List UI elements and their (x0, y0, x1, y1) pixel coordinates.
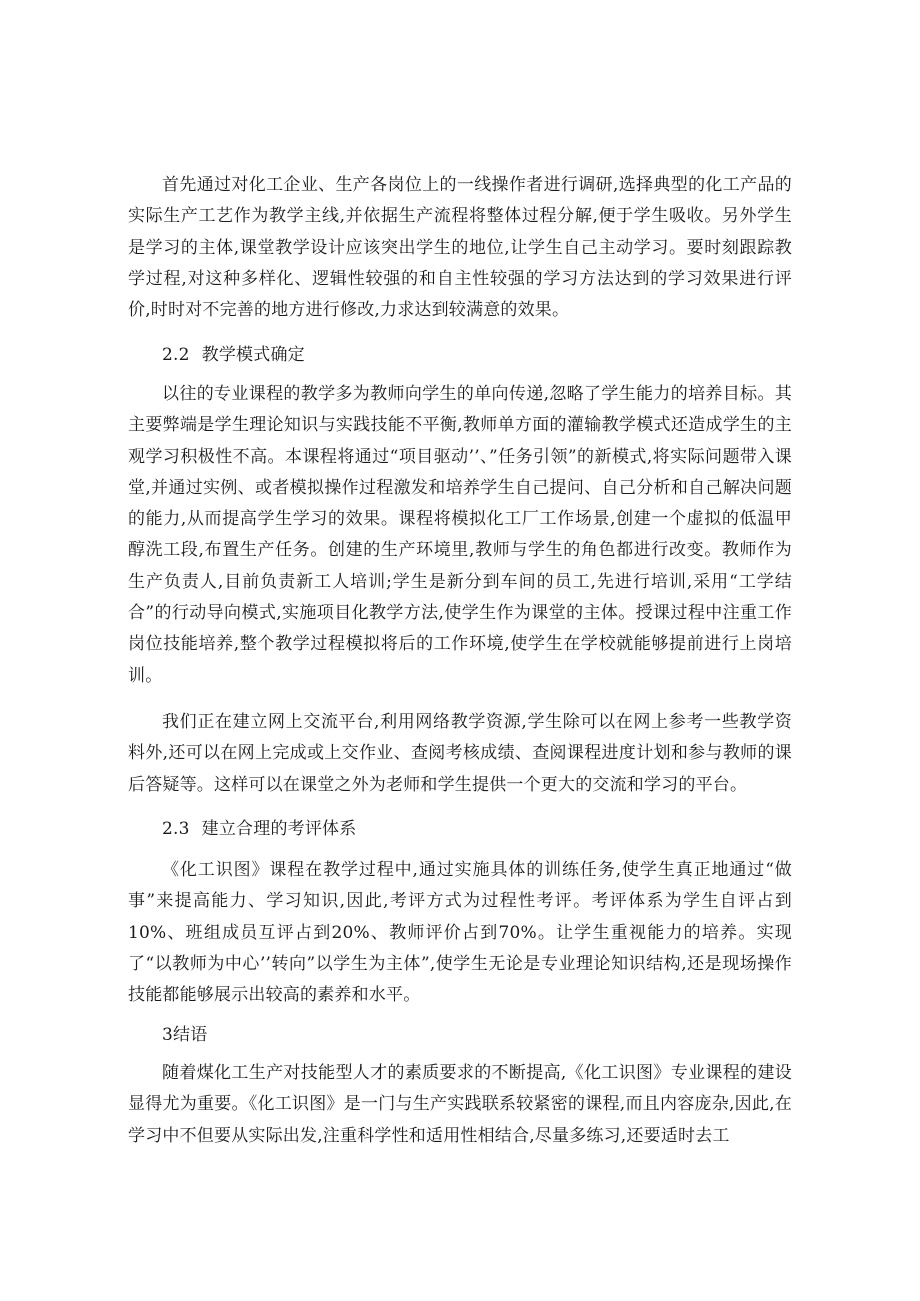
section-heading-3 (162, 1020, 207, 1051)
section-number: 2.3 (162, 819, 190, 839)
section-heading-2-3 (162, 814, 356, 845)
paragraph-intro: 首先通过对化工企业、生产各岗位上的一线操作者进行调研,选择典型的化工产品的实际生产工艺作为教学主线,并依据生产流程将整体过程分解,便于学生吸收。另外学生是学习的主体,课堂教学设计应该突出学生的地位,让学生自己主动学习。要时刻跟踪教学过程,对这种多样化、逻辑性较强的和自主性较强的学习方法达到的学习效果进行评价,时时对不完善的地方进行修改,力求达到较满意的效果。 (128, 175, 792, 321)
paragraph-teaching-mode: 以往的专业课程的教学多为教师向学生的单向传递,忽略了学生能力的培养目标。其主要弊端是学生理论知识与实践技能不平衡,教师单方面的灌输教学模式还造成学生的主观学习积极性不高。本课程将通过“项目驱动’’、”任务引领”的新模式,将实际问题带入课堂,并通过实例、或者模拟操作过程激发和培养学生自己提问、自己分析和自己解决问题的能力,从而提高学生学习的效果。课程将模拟化工厂工作场景,创建一个虚拟的低温甲醇洗工段,布置生产任务。创建的生产环境里,教师与学生的角色都进行改变。教师作为生产负责人,目前负责新工人培训;学生是新分到车间的员工,先进行培训,采用“工学结合”的行动导向模式,实施项目化教学方法,使学生作为课堂的主体。授课过程中注重工作岗位技能培养,整个教学过程模拟将后的工作环境,使学生在学校就能够提前进行上岗培训。 (128, 384, 792, 686)
paragraph-online-platform: 我们正在建立网上交流平台,利用网络教学资源,学生除可以在网上参考一些教学资料外,还可以在网上完成或上交作业、查阅考核成绩、查阅课程进度计划和参与教师的课后答疑等。这样可以在课堂之外为老师和学生提供一个更大的交流和学习的平台。 (128, 712, 792, 795)
paragraph-assessment-system: 《化工识图》课程在教学过程中,通过实施具体的训练任务,使学生真正地通过“做事”来提高能力、学习知识,因此,考评方式为过程性考评。考评体系为学生自评占到10%、班组成员互评占到20%、教师评价占到70%。让学生重视能力的培养。实现了“以教师为中心’’转向”以学生为主体”,使学生无论是专业理论知识结构,还是现场操作技能都能够展示出较高的素养和水平。 (128, 860, 792, 1006)
section-number: 2.2 (162, 345, 190, 365)
section-number: 3 (162, 1025, 174, 1045)
section-heading-2-2 (162, 340, 305, 371)
section-title: 建立合理的考评体系 (201, 819, 357, 839)
paragraph-conclusion: 随着煤化工生产对技能型人才的素质要求的不断提高,《化工识图》专业课程的建设显得尤为重要。《化工识图》是一门与生产实践联系较紧密的课程,而且内容庞杂,因此,在学习中不但要从实际出发,注重科学性和适用性相结合,尽量多练习,还要适时去工 (128, 1063, 792, 1146)
section-title: 结语 (173, 1025, 208, 1045)
section-title: 教学模式确定 (201, 345, 305, 365)
